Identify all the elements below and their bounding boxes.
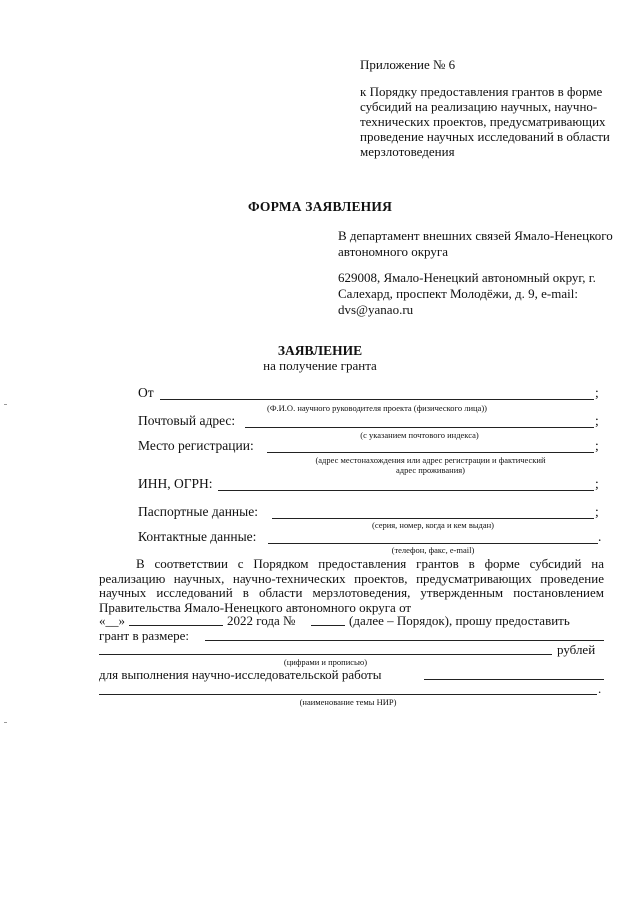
body-paragraph: [99, 557, 604, 615]
contacts-field[interactable]: [268, 543, 598, 544]
scan-mark: [4, 404, 7, 405]
research-field-2[interactable]: [99, 694, 597, 695]
from-field[interactable]: [160, 399, 594, 400]
amount-hint: (цифрами и прописью): [283, 657, 368, 667]
date-field[interactable]: [129, 625, 223, 626]
postal-hint: (с указанием почтового индекса): [360, 430, 479, 440]
appendix-number: Приложение № 6: [360, 57, 456, 72]
grant-field-2[interactable]: [99, 654, 552, 655]
research-period: .: [598, 681, 602, 696]
recipient-department: В департамент внешних связей Ямало-Ненецкого автономного округа: [338, 228, 613, 259]
inn-label: ИНН, ОГРН:: [138, 476, 213, 491]
passport-hint: (серия, номер, когда и кем выдан): [371, 520, 495, 530]
date-open: «__»: [99, 613, 125, 628]
registration-field[interactable]: [267, 452, 594, 453]
inn-semicolon: ;: [595, 476, 599, 491]
research-label: для выполнения научно-исследовательской работы: [99, 667, 382, 682]
research-field-1[interactable]: [424, 679, 604, 680]
contacts-label: Контактные данные:: [138, 529, 257, 544]
postal-semicolon: ;: [595, 413, 599, 428]
registration-semicolon: ;: [595, 438, 599, 453]
rub-label: рублей: [557, 642, 596, 657]
passport-field[interactable]: [272, 518, 594, 519]
research-hint: (наименование темы НИР): [299, 697, 397, 707]
passport-semicolon: ;: [595, 504, 599, 519]
registration-hint-2: адрес проживания): [395, 465, 465, 475]
statement-title: ЗАЯВЛЕНИЕ: [277, 343, 363, 358]
from-semicolon: ;: [595, 385, 599, 400]
recipient-address: 629008, Ямало-Ненецкий автономный округ, г. Салехард, проспект Молодёжи, д. 9, e-mail: dvs@yanao.ru: [338, 270, 596, 317]
body-text: В соответствии с Порядком предоставления грантов в форме субсидий на реализацию научных, научно-технических проектов, предусматривающих проведение научных исследований в области мерзлотоведения, утвержденным постановлением Правительства Ямало-Ненецкого автономного округа от: [99, 557, 604, 615]
contacts-hint: (телефон, факс, e-mail): [391, 545, 475, 555]
tail-text: (далее – Порядок), прошу предоставить: [349, 613, 570, 628]
registration-hint-1: (адрес местонахождения или адрес регистрации и фактический: [315, 455, 546, 465]
decree-number-field[interactable]: [311, 625, 345, 626]
statement-subtitle: на получение гранта: [263, 358, 377, 373]
grant-label: грант в размере:: [99, 628, 189, 643]
form-title: ФОРМА ЗАЯВЛЕНИЯ: [247, 199, 393, 214]
year-text: 2022 года №: [227, 613, 296, 628]
appendix-subtitle: к Порядку предоставления грантов в форме субсидий на реализацию научных, научно-технических проектов, предусматривающих проведение научных исследований в области мерзлотоведения: [360, 84, 610, 159]
scan-mark: [4, 722, 7, 723]
from-hint: (Ф.И.О. научного руководителя проекта (физического лица)): [267, 403, 487, 413]
grant-field-1[interactable]: [205, 640, 604, 641]
inn-field[interactable]: [218, 490, 594, 491]
postal-label: Почтовый адрес:: [138, 413, 236, 428]
postal-field[interactable]: [245, 427, 594, 428]
from-label: От: [138, 385, 154, 400]
passport-label: Паспортные данные:: [138, 504, 258, 519]
registration-label: Место регистрации:: [138, 438, 254, 453]
contacts-period: .: [598, 529, 602, 544]
